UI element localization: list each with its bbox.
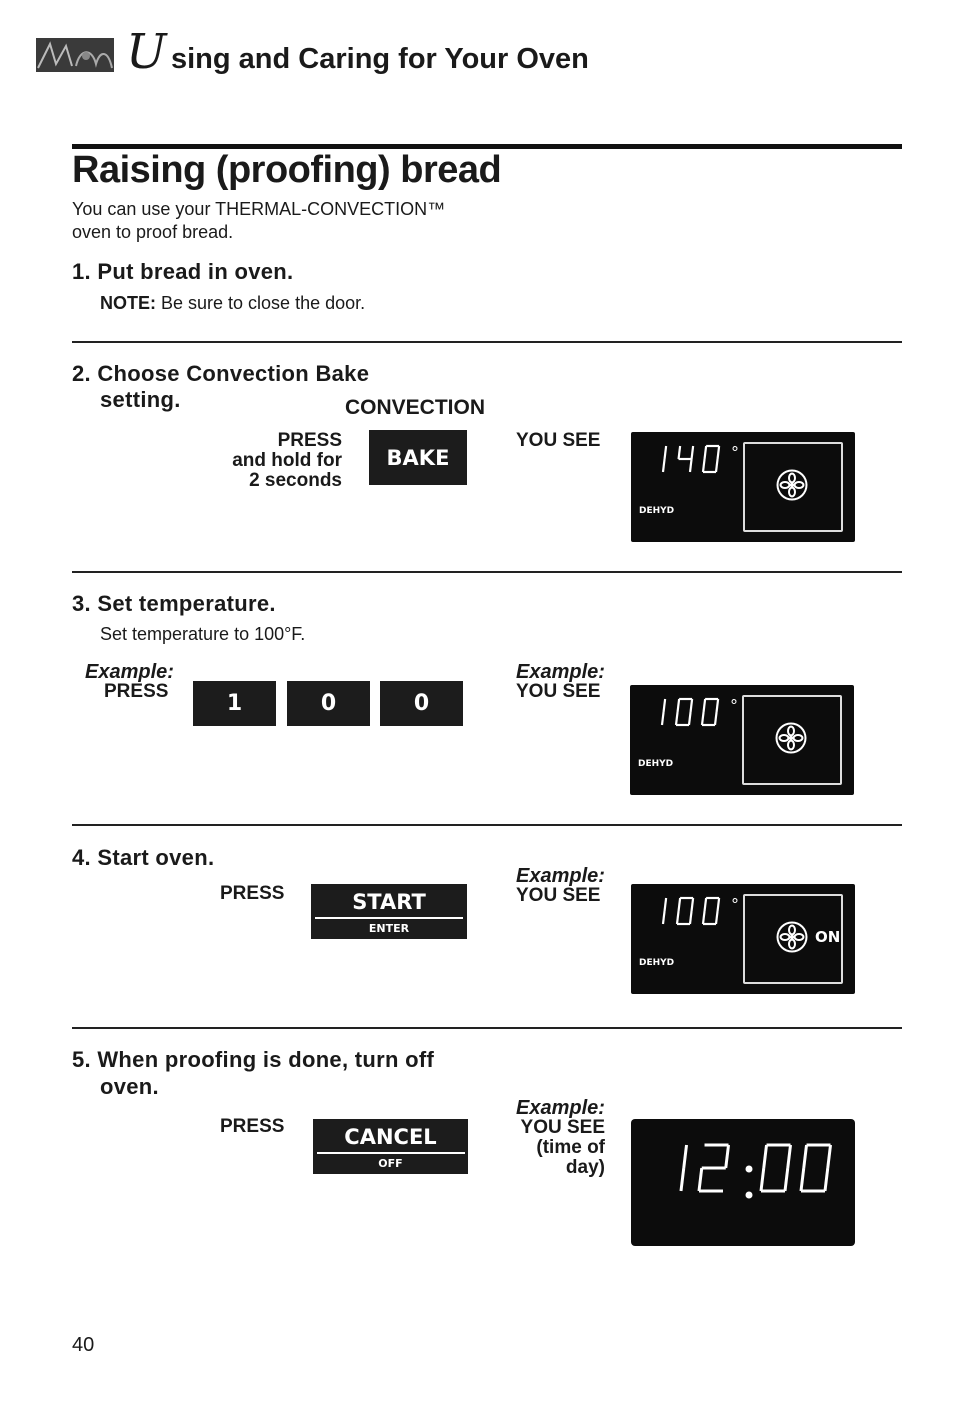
- dehyd-indicator: DEHYD: [639, 506, 675, 516]
- fan-indicator-box: [743, 894, 843, 984]
- header-script-initial: U: [126, 24, 167, 80]
- header-logo-icon: [36, 38, 114, 72]
- clock-digit-0: [681, 1145, 687, 1191]
- time-of-label: (time of: [536, 1137, 605, 1158]
- key-divider: [315, 917, 463, 919]
- press-hold-instruction: [200, 431, 342, 491]
- hold-label: and hold for: [232, 450, 342, 471]
- press-label: PRESS: [220, 1116, 285, 1137]
- you-see-label: YOU SEE: [516, 430, 601, 451]
- temp-digit-1: [677, 898, 693, 924]
- example-label: Example:: [516, 865, 605, 887]
- enter-label: ENTER: [368, 922, 410, 935]
- step-5-title-line1: 5. When proofing is done, turn off: [72, 1047, 435, 1072]
- oven-display-clock: [631, 1119, 855, 1246]
- fan-indicator-box: [742, 695, 842, 785]
- temp-digit-2: [703, 898, 719, 924]
- section-title: Raising (proofing) bread: [72, 149, 502, 191]
- fan-on-indicator: ON: [815, 928, 841, 946]
- step-3-title: 3. Set temperature.: [72, 591, 276, 616]
- degree-symbol: °: [730, 696, 738, 715]
- fan-indicator-box: [743, 442, 843, 532]
- temp-digit-0: [663, 446, 666, 472]
- temp-digit-1: [676, 699, 692, 725]
- step-1-title: 1. Put bread in oven.: [72, 259, 294, 284]
- oven-display-100: [630, 685, 854, 795]
- key-0-button[interactable]: 0: [287, 681, 370, 726]
- convection-key-caption: CONVECTION: [345, 396, 486, 419]
- degree-symbol: °: [731, 443, 739, 462]
- cancel-off-button[interactable]: [313, 1119, 468, 1174]
- press-label: PRESS: [220, 883, 285, 904]
- key-0-button-second[interactable]: 0: [380, 681, 463, 726]
- fan-icon: [775, 920, 809, 954]
- intro-text: [72, 198, 492, 244]
- you-see-label: YOU SEE: [520, 1117, 605, 1138]
- page-number: 40: [72, 1334, 95, 1356]
- step-5-title-line2: oven.: [100, 1074, 159, 1099]
- start-label: START: [352, 890, 426, 914]
- intro-line-1: You can use your THERMAL-CONVECTION™: [72, 199, 446, 219]
- clock-colon-dot: [746, 1166, 753, 1173]
- clock-readout: [631, 1119, 855, 1246]
- step-divider-4: [72, 1027, 902, 1029]
- step-2-title-line1: 2. Choose Convection Bake: [72, 361, 370, 386]
- you-see-time-label: [500, 1118, 605, 1178]
- step-divider-3: [72, 824, 902, 826]
- fan-icon: [775, 468, 809, 502]
- degree-symbol: °: [731, 895, 739, 914]
- you-see-label: YOU SEE: [516, 681, 601, 702]
- oven-display-100-on: [631, 884, 855, 994]
- note-text: Be sure to close the door.: [156, 293, 366, 313]
- off-label: OFF: [378, 1157, 403, 1170]
- clock-colon-dot: [746, 1192, 753, 1199]
- key-1-button[interactable]: 1: [193, 681, 276, 726]
- dehyd-indicator: DEHYD: [639, 958, 675, 968]
- example-label: Example:: [516, 1097, 605, 1119]
- temp-digit-2: [703, 446, 719, 472]
- bake-button[interactable]: BAKE: [369, 430, 467, 485]
- temp-digit-0: [662, 699, 665, 725]
- temp-digit-0: [663, 898, 666, 924]
- fan-icon: [774, 721, 808, 755]
- oven-display-140: [631, 432, 855, 542]
- cancel-label: CANCEL: [344, 1125, 437, 1149]
- clock-digit-4: [801, 1145, 831, 1191]
- intro-line-2: oven to proof bread.: [72, 222, 234, 242]
- step-4-title: 4. Start oven.: [72, 845, 215, 870]
- step-divider-2: [72, 571, 902, 573]
- press-label: PRESS: [277, 430, 342, 451]
- clock-digit-1: [699, 1145, 729, 1191]
- day-label: day): [565, 1157, 605, 1178]
- step-1-note: [100, 292, 365, 314]
- note-label: NOTE:: [100, 293, 156, 313]
- step-3-text: Set temperature to 100°F.: [100, 624, 306, 644]
- step-divider-1: [72, 341, 902, 343]
- dehyd-indicator: DEHYD: [638, 759, 674, 769]
- temp-digit-2: [702, 699, 718, 725]
- start-enter-button[interactable]: [311, 884, 467, 939]
- example-label-right: Example:: [516, 661, 605, 683]
- example-label: Example:: [85, 661, 174, 683]
- seconds-label: 2 seconds: [249, 470, 342, 491]
- you-see-label: YOU SEE: [516, 885, 601, 906]
- temp-digit-1: [679, 446, 694, 472]
- clock-digit-3: [761, 1145, 791, 1191]
- key-divider: [317, 1152, 465, 1154]
- page-header-title: sing and Caring for Your Oven: [171, 43, 589, 75]
- step-2-title-line2: setting.: [100, 387, 181, 412]
- press-label: PRESS: [104, 681, 169, 702]
